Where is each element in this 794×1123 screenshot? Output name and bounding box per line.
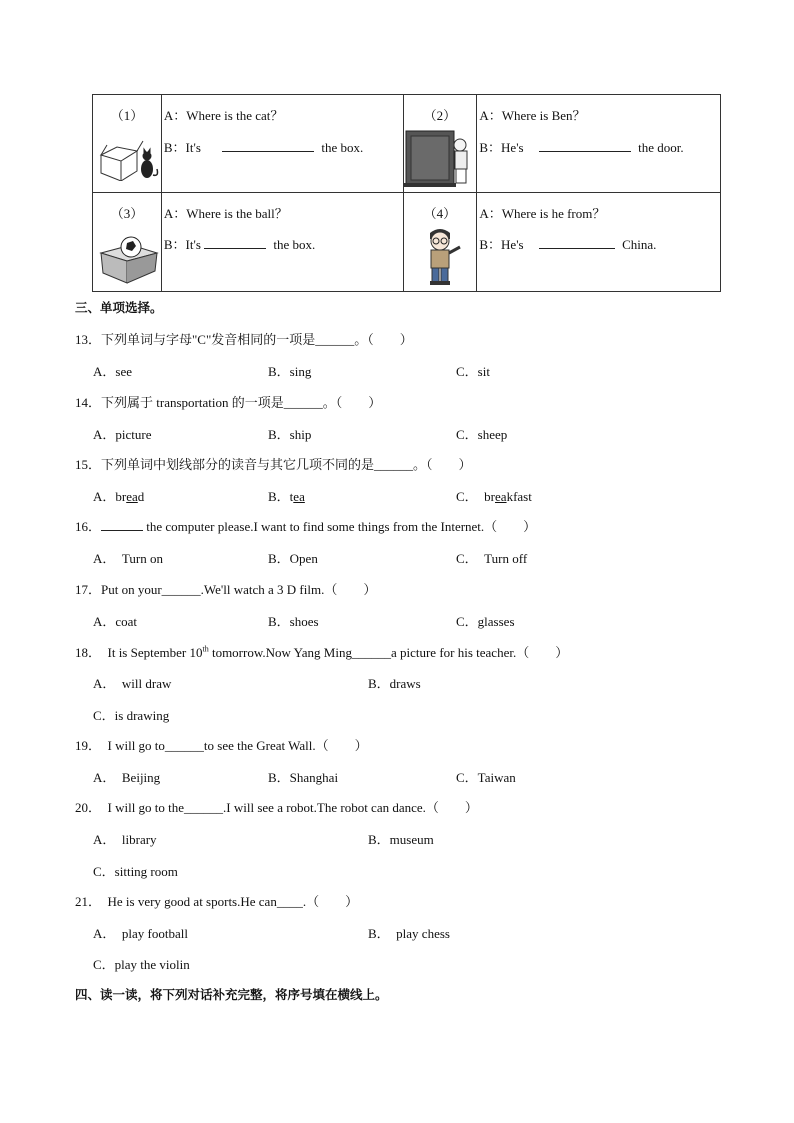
question-21-stem: 21． He is very good at sports.He can____.（ ） bbox=[75, 894, 359, 909]
option-b[interactable]: B．sing bbox=[268, 364, 312, 379]
boy-with-glasses-icon bbox=[418, 225, 466, 287]
option-c[interactable]: C． Turn off bbox=[456, 551, 528, 566]
option-a[interactable]: A．see bbox=[93, 364, 132, 379]
answer-blank[interactable] bbox=[222, 139, 314, 152]
option-b[interactable]: B．Open bbox=[268, 551, 318, 566]
table-cell-1-dialog bbox=[161, 95, 403, 193]
answer-blank[interactable] bbox=[204, 236, 266, 249]
dialog-line-b bbox=[164, 137, 363, 156]
section-title: 四、读一读，将下列对话补充完整，将序号填在横线上。 bbox=[75, 987, 388, 1002]
dialog-line-b-start: B：He's bbox=[479, 237, 524, 252]
boy-behind-door-icon bbox=[404, 129, 476, 189]
question-17-stem: 17．Put on your______.We'll watch a 3 D film.（ ） bbox=[75, 582, 377, 597]
option-c[interactable]: C．is drawing bbox=[93, 708, 170, 723]
option-text: d bbox=[137, 489, 145, 504]
dialog-line-b-start: B：It's bbox=[163, 237, 201, 252]
option-b[interactable]: B．ship bbox=[268, 427, 312, 442]
question-18-stem bbox=[75, 642, 568, 661]
answer-blank[interactable] bbox=[539, 139, 631, 152]
option-b[interactable]: B． play chess bbox=[368, 926, 450, 941]
item-number: （4） bbox=[423, 206, 457, 221]
option-b[interactable]: B．Shanghai bbox=[268, 770, 339, 785]
question-13-stem: 13．下列单词与字母"C"发音相同的一项是______。（ ） bbox=[75, 332, 413, 347]
question-16-stem bbox=[75, 516, 536, 535]
option-a[interactable]: A． play football bbox=[93, 926, 188, 941]
question-number: 16． bbox=[75, 519, 102, 534]
question-text: 18． It is September 10 bbox=[75, 645, 203, 660]
underlined-letters: ea bbox=[293, 489, 305, 504]
option-b[interactable] bbox=[268, 486, 305, 505]
question-15-stem: 15．下列单词中划线部分的读音与其它几项不同的是______。（ ） bbox=[75, 457, 472, 472]
answer-blank[interactable] bbox=[101, 518, 143, 531]
ball-in-box-icon bbox=[97, 231, 159, 287]
table-cell-2-picture bbox=[403, 95, 477, 193]
question-text: the computer please.I want to find some things from the Internet.（ ） bbox=[143, 519, 537, 534]
dialog-table bbox=[92, 94, 721, 292]
dialog-line-a: A：Where is Ben？ bbox=[479, 108, 586, 123]
option-b[interactable]: B．draws bbox=[368, 676, 421, 691]
underlined-letters: ea bbox=[495, 489, 507, 504]
option-a[interactable]: A． Turn on bbox=[93, 551, 163, 566]
dialog-line-b-end: the door. bbox=[638, 140, 684, 155]
item-number: （3） bbox=[110, 206, 144, 221]
question-text: tomorrow.Now Yang Ming______a picture for his teacher.（ ） bbox=[208, 645, 569, 660]
option-c[interactable]: C．sitting room bbox=[93, 864, 178, 879]
dialog-line-a: A：Where is the cat？ bbox=[163, 108, 284, 123]
option-text: A．br bbox=[93, 489, 127, 504]
option-a[interactable] bbox=[93, 486, 144, 505]
dialog-line-a: A：Where is the ball？ bbox=[163, 206, 288, 221]
ordinal-suffix: th bbox=[202, 644, 209, 654]
dialog-line-b-start: B：It's bbox=[163, 140, 201, 155]
dialog-line-b-end: the box. bbox=[321, 140, 364, 155]
table-cell-4-picture bbox=[403, 193, 477, 292]
cat-box-icon bbox=[97, 125, 159, 181]
dialog-line-b-start: B：He's bbox=[479, 140, 524, 155]
dialog-line-a: A：Where is he from？ bbox=[479, 206, 606, 221]
option-b[interactable]: B．shoes bbox=[268, 614, 319, 629]
question-14-stem: 14．下列属于 transportation 的一项是______。（ ） bbox=[75, 395, 382, 410]
option-c[interactable]: C．Taiwan bbox=[456, 770, 516, 785]
table-cell-3-dialog bbox=[161, 193, 403, 292]
dialog-line-b bbox=[479, 137, 683, 156]
option-a[interactable]: A．picture bbox=[93, 427, 152, 442]
option-a[interactable]: A． will draw bbox=[93, 676, 172, 691]
option-c[interactable]: C．sit bbox=[456, 364, 490, 379]
option-c[interactable] bbox=[456, 486, 532, 505]
option-c[interactable]: C．play the violin bbox=[93, 957, 190, 972]
dialog-line-b bbox=[164, 234, 315, 253]
underlined-letters: ea bbox=[126, 489, 138, 504]
item-number: （2） bbox=[423, 108, 457, 123]
table-cell-3-picture bbox=[93, 193, 162, 292]
table-cell-1-picture bbox=[93, 95, 162, 193]
dialog-line-b bbox=[479, 234, 656, 253]
dialog-line-b-end: China. bbox=[622, 237, 657, 252]
option-c[interactable]: C．glasses bbox=[456, 614, 515, 629]
option-text: B．t bbox=[268, 489, 294, 504]
table-cell-2-dialog bbox=[477, 95, 721, 193]
answer-blank[interactable] bbox=[539, 236, 615, 249]
item-number: （1） bbox=[110, 108, 144, 123]
option-b[interactable]: B．museum bbox=[368, 832, 434, 847]
option-a[interactable]: A． Beijing bbox=[93, 770, 161, 785]
question-20-stem: 20． I will go to the______.I will see a robot.The robot can dance.（ ） bbox=[75, 800, 478, 815]
dialog-line-b-end: the box. bbox=[273, 237, 316, 252]
option-text: kfast bbox=[506, 489, 532, 504]
option-c[interactable]: C．sheep bbox=[456, 427, 508, 442]
option-a[interactable]: A．coat bbox=[93, 614, 138, 629]
section-title: 三、单项选择。 bbox=[75, 300, 163, 315]
table-cell-4-dialog bbox=[477, 193, 721, 292]
option-text: C． br bbox=[456, 489, 496, 504]
question-19-stem: 19． I will go to______to see the Great Wall.（ ） bbox=[75, 738, 368, 753]
option-a[interactable]: A． library bbox=[93, 832, 157, 847]
